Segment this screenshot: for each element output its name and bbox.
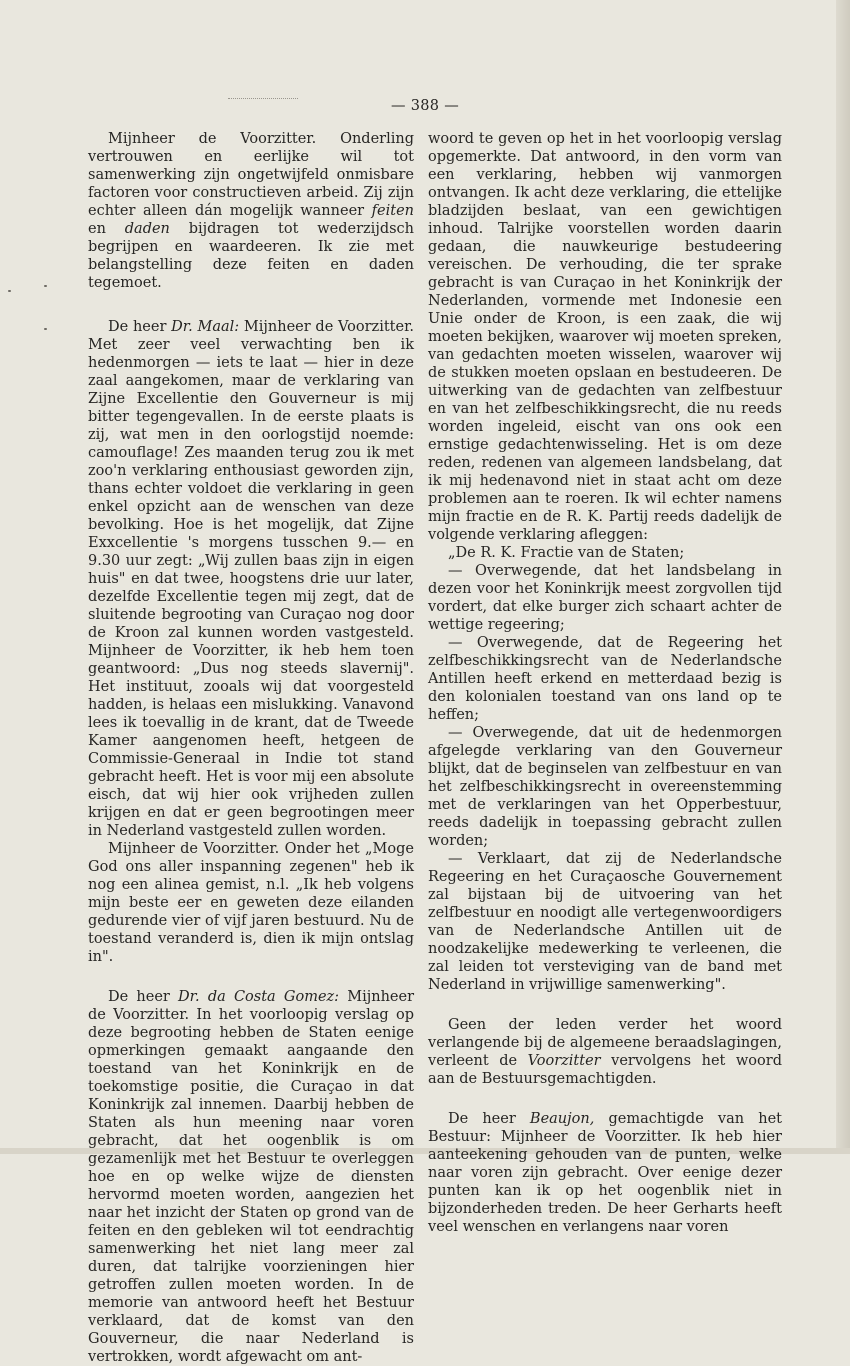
paragraph: woord te geven op het in het voorloopig verslag opgemerkte. Dat antwoord, in den vorm van een verklaring, hebben wij vanmorgen ontvangen. Ik acht deze verklaring, die ettelijke bladzijden beslaat, van een gewichtigen inhoud. Talrijke voorstellen worden daarin gedaan, die nauwkeurige bestudeering vereischen. De verhouding, die ter sprake gebracht is van Curaçao in het Koninkrijk der Nederlanden, vormende met Indonesie een Unie onder de Kroon, is een zaak, die wij moeten bekijken, waarover wij moeten spreken, van gedachten moeten wisselen, waarover wij de stukken moeten opslaan en bestudeeren. De uitwerking van de gedachten van zelfbestuur en van het zelfbeschikkingsrecht, die nu reeds worden ingeleid, eischt van ons ook een ernstige gedachtenwisseling. Het is om deze reden, redenen van algemeen landsbelang, dat ik mij hedenavond niet in staat acht om deze problemen aan te roeren. Ik wil echter namens mijn fractie en de R. K. Partij reeds dadelijk de volgende verklaring afleggen: [428,131,782,543]
resolution-heading: „De R. K. Fractie van de Staten; [448,545,685,561]
speaker-paragraph-beaujon: De heer Beaujon, gemachtigde van het Bestuur: Mijnheer de Voorzitter. Ik heb hier aanteekening gehouden van de punten, welke naar voren zijn gebracht. Over eenige dezer punten kan ik op het oogenblik niet in bijzonderheden treden. De heer Gerharts heeft veel wenschen en verlangens naar voren [428,1111,782,1235]
speaker-name: Dr. Maal: [171,319,240,335]
paragraph: Mijnheer de Voorzitter. Onderling vertrouwen en eerlijke wil tot samenwerking zijn ongetwijfeld onmisbare factoren voor constructieven arbeid. Zij zijn echter alleen dán mogelijk wanneer feiten en daden bijdragen tot wederzijdsch begrijpen en waardeeren. Ik zie met belangstelling deze feiten en daden tegemoet. [88,131,415,291]
resolution-clause: — Overwegende, dat de Regeering het zelfbeschikkingsrecht van de Nederlandsche Antillen heeft erkend en metterdaad bezig is den kolonialen toestand van ons land op te heffen; [428,635,782,723]
resolution-clause: — Verklaart, dat zij de Nederlandsche Regeering en het Curaçaosche Gouvernement zal bijstaan bij de uitvoering van het zelfbestuur en noodigt alle vertegenwoordigers van de Nederlandsche Antillen uit de noodzakelijke medewerking te verleenen, die zal leiden tot versteviging van de band met Nederland in vrijwillige samenwerking". [428,851,782,993]
speaker-paragraph-maal: De heer Dr. Maal: Mijnheer de Voorzitter. Met zeer veel verwachting ben ik hedenmorgen — iets te laat — hier in deze zaal aangekomen, maar de verklaring van Zijne Excellentie den Gouverneur is mij bitter tegengevallen. In de eerste plaats is zij, wat men in den oorlogstijd noemde: camouflage! Zes maanden terug zou ik met zoo'n verklaring enthousiast geworden zijn, thans echter voldoet die verklaring in geen enkel opzicht aan de wenschen van deze bevolking. Hoe is het mogelijk, dat Zijne Exxcellentie 's morgens tusschen 9.— en 9.30 uur zegt: „Wij zullen baas zijn in eigen huis" en dat twee, hoogstens drie uur later, dezelfde Excellentie tegen mij zegt, dat de sluitende begrooting van Curaçao nog door de Kroon zal kunnen worden vastgesteld. Mijnheer de Voorzitter, ik heb hem toen geantwoord: „Dus nog steeds slavernij". Het instituut, zooals wij dat voorgesteld hadden, is helaas een mislukking. Vanavond lees ik toevallig in de krant, dat de Tweede Kamer aangenomen heeft, hetgeen de Commissie-Generaal in Indie tot stand gebracht heeft. Het is voor mij een absolute eisch, dat wij hier ook vrijheden zullen krijgen en dat er geen begrootingen meer in Nederland vastgesteld zullen worden. [88,319,415,839]
resolution-clause: — Overwegende, dat uit de hedenmorgen afgelegde verklaring van den Gouverneur blijkt, dat de beginselen van zelfbestuur en van het zelfbeschikkingsrecht in overeenstemming met de verklaringen van het Opperbestuur, reeds dadelijk in toepassing gebracht zullen worden; [428,725,782,849]
left-column [88,130,414,1366]
paragraph: Geen der leden verder het woord verlangende bij de algemeene beraadslagingen, verleent de Voorzitter vervolgens het woord aan de Bestuursgemachtigden. [428,1017,782,1087]
paragraph: Mijnheer de Voorzitter. Onder het „Moge God ons aller inspanning zegenen" heb ik nog een alinea gemist, n.l. „Ik heb volgens mijn beste eer en geweten deze eilanden gedurende vier of vijf jaren bestuurd. Nu de toestand veranderd is, dien ik mijn ontslag in". [88,841,414,965]
speaker-name: Dr. da Costa Gomez: [178,989,340,1005]
speaker-paragraph-da-costa-gomez: De heer Dr. da Costa Gomez: Mijnheer de Voorzitter. In het voorloopig verslag op deze begrooting hebben de Staten eenige opmerkingen gemaakt aangaande den toestand van het Koninkrijk en de toekomstige positie, die Curaçao in dat Koninkrijk zal innemen. Daarbij hebben de Staten als hun meening naar voren gebracht, dat het oogenblik is om gezamenlijk met het Bestuur te overleggen hoe en op welke wijze de diensten hervormd moeten worden, aangezien het naar het inzicht der Staten op grond van de feiten en den gebleken wil tot eendrachtig samenwerking het niet lang meer zal duren, dat talrijke voorzieningen hier getroffen zullen moeten worden. In de memorie van antwoord heeft het Bestuur verklaard, dat de komst van den Gouverneur, die naar Nederland is vertrokken, wordt afgewacht om ant- [88,989,414,1365]
speaker-name: Beaujon, [529,1111,595,1127]
right-column [428,130,782,1236]
page-edge-shadow [836,0,850,1154]
page-number: — 388 — [391,98,459,114]
resolution-clause: — Overwegende, dat het landsbelang in dezen voor het Koninkrijk meest zorgvollen tijd vordert, dat elke burger zich schaart achter de wettige regeering; [428,563,782,633]
